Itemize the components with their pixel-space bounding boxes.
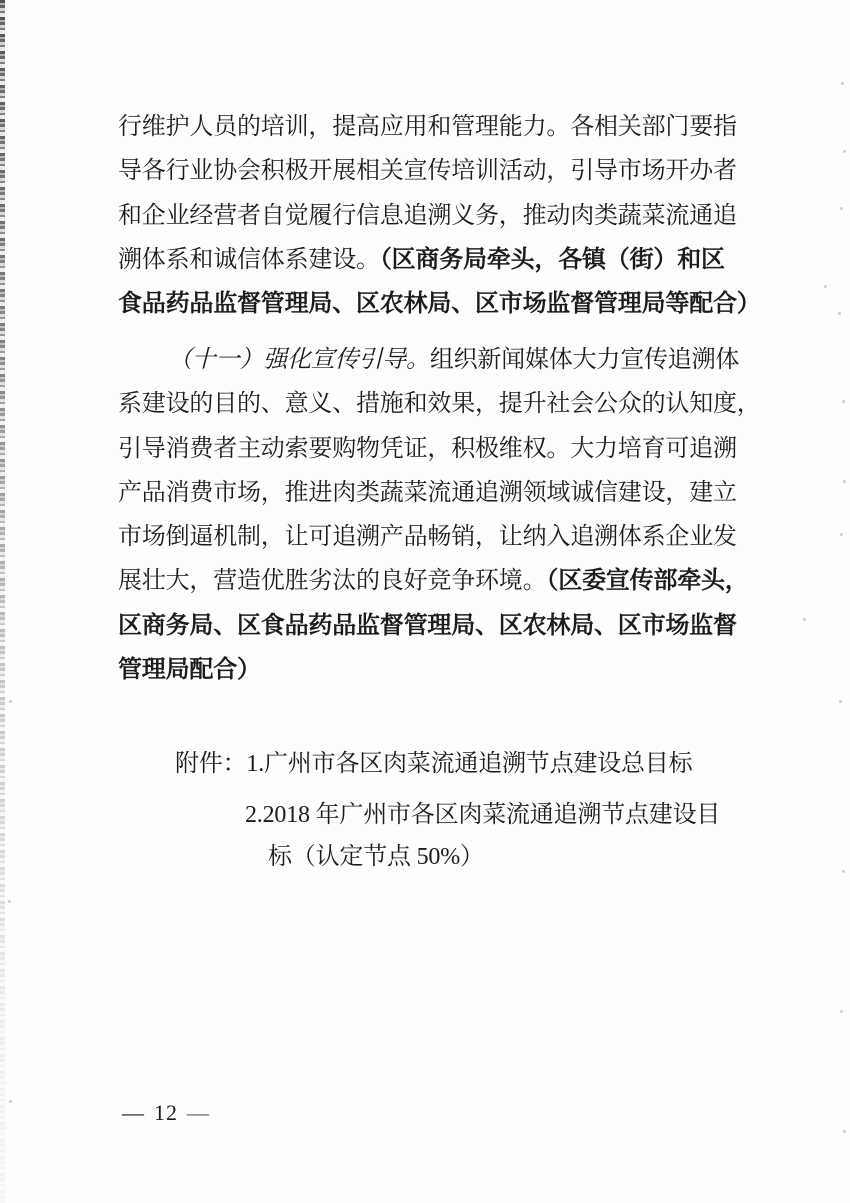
text-line xyxy=(118,382,761,426)
body-text: 和企业经营者自觉履行信息追溯义务，推动肉类蔬菜流通追 xyxy=(118,202,737,229)
attachment-item-2 xyxy=(245,791,720,839)
scan-speck xyxy=(843,150,846,153)
responsible-units-text: 管理局配合） xyxy=(118,657,261,684)
scan-speck xyxy=(843,480,846,483)
text-line xyxy=(118,105,761,149)
scan-speck xyxy=(803,618,806,621)
body-text: 导各行业协会积极开展相关宣传培训活动，引导市场开办者 xyxy=(118,158,737,185)
text-line xyxy=(168,338,761,382)
page-number-dash-left: — xyxy=(122,1100,145,1125)
scan-edge-fade xyxy=(0,0,7,1203)
scan-speck xyxy=(9,1100,12,1103)
text-line xyxy=(118,559,761,603)
text-line xyxy=(118,604,761,648)
responsible-units-text: 区商务局、区食品药品监督管理局、区农林局、区市场监督 xyxy=(118,612,737,639)
scan-speck xyxy=(843,1130,846,1133)
paragraph-section-11 xyxy=(118,338,761,692)
text-line xyxy=(118,282,761,326)
responsible-units-text: （区商务局牵头，各镇（街）和区 xyxy=(379,246,725,273)
text-line xyxy=(118,427,761,471)
scan-speck xyxy=(838,312,841,315)
body-text: 引导消费者主动索要购物凭证，积极维权。大力培育可追溯 xyxy=(118,435,737,462)
scan-speck xyxy=(9,700,12,703)
paragraph-continuation xyxy=(118,105,761,326)
text-line xyxy=(118,194,761,238)
text-line xyxy=(118,515,761,559)
scan-speck xyxy=(842,400,845,403)
scan-speck xyxy=(840,207,843,210)
scan-speck xyxy=(824,285,827,288)
attachment-item-2-wrap xyxy=(268,833,720,881)
responsible-units-text: （区委宣传部牵头， xyxy=(546,568,749,595)
scan-speck xyxy=(842,870,845,873)
attachment-1-title: 1.广州市各区肉菜流通追溯节点建设总目标 xyxy=(246,751,693,777)
text-line xyxy=(118,238,761,282)
body-text: 组织新闻媒体大力宣传追溯体 xyxy=(429,347,740,373)
attachment-2-title-continued: 标（认定节点 50%） xyxy=(268,844,484,870)
body-text: 市场倒逼机制，让可追溯产品畅销，让纳入追溯体系企业发 xyxy=(118,524,737,551)
body-text: 溯体系和诚信体系建设。 xyxy=(118,246,380,273)
scan-speck xyxy=(8,900,11,903)
body-text: 行维护人员的培训，提高应用和管理能力。各相关部门要指 xyxy=(118,114,737,140)
responsible-units-text: 食品药品监督管理局、区农林局、区市场监督管理局等配合） xyxy=(118,291,761,318)
body-text: 系建设的目的、意义、措施和效果，提升社会公众的认知度， xyxy=(118,391,761,418)
body-text: 展壮大，营造优胜劣汰的良好竞争环境。 xyxy=(118,568,547,595)
text-line xyxy=(118,149,761,193)
section-heading: （十一）强化宣传引导。 xyxy=(168,347,430,373)
scan-speck xyxy=(840,1010,843,1013)
scan-speck xyxy=(841,82,844,85)
attachment-2-title: 2.2018 年广州市各区肉菜流通追溯节点建设目 xyxy=(245,802,721,828)
scan-speck xyxy=(839,700,842,703)
scan-speck xyxy=(840,533,843,536)
attachments-label: 附件： xyxy=(175,751,247,777)
attachment-item-1 xyxy=(175,740,720,788)
page-number: 12 xyxy=(154,1100,178,1125)
page-footer xyxy=(122,1098,210,1128)
text-line xyxy=(118,471,761,515)
body-text: 产品消费市场，推进肉类蔬菜流通追溯领域诚信建设，建立 xyxy=(118,479,737,506)
page-number-dash-right: — xyxy=(187,1100,210,1125)
attachments-block xyxy=(175,740,720,881)
text-line xyxy=(118,648,761,692)
